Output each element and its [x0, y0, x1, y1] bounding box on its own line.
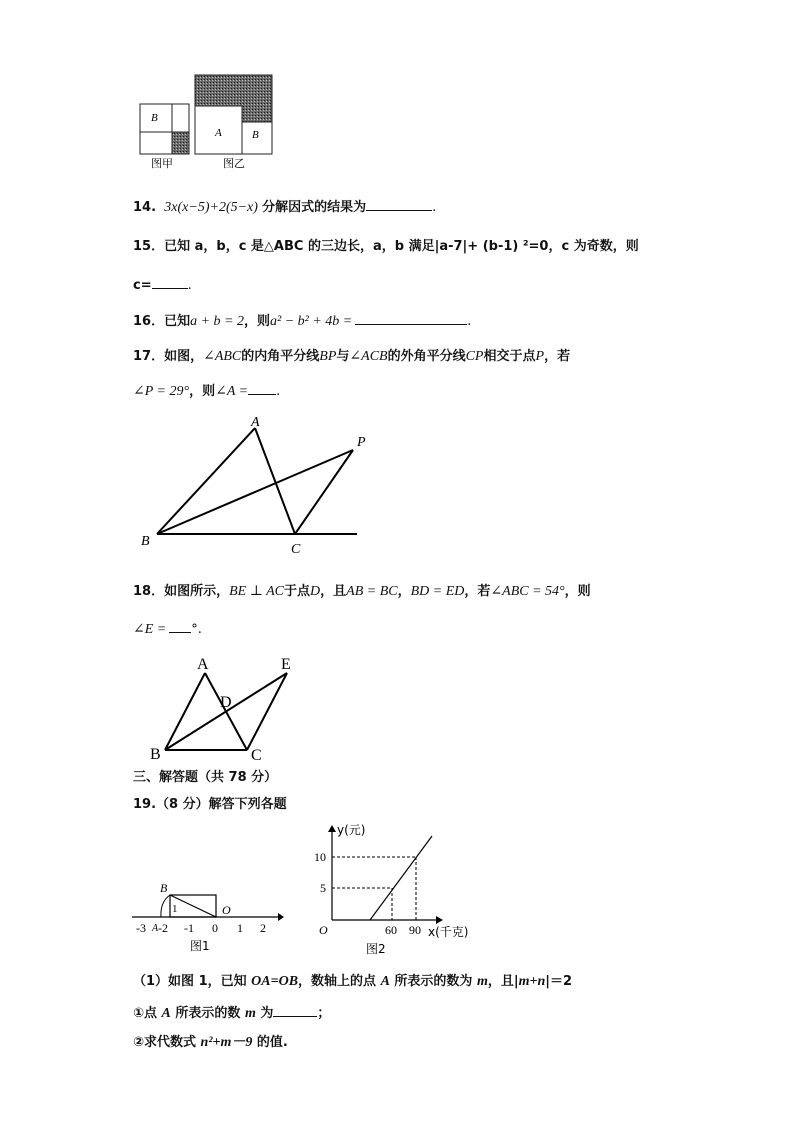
label-a: A: [197, 656, 209, 673]
graph-line: [370, 836, 432, 920]
tick-label-10: 10: [314, 850, 326, 864]
label-c: C: [251, 747, 262, 764]
figure-jia-yi: [135, 70, 285, 175]
label-b: B: [141, 534, 150, 549]
question-19-part1: （1）如图 1，已知 OA=OB，数轴上的点 A 所表示的数为 m，且|m+n|＝2: [133, 974, 573, 989]
fig-yi-label-b: B: [252, 129, 259, 141]
q19-figure-2: [310, 822, 485, 962]
figure-2-caption: 图2: [366, 942, 386, 956]
number-line-arrow: [278, 913, 284, 921]
x-axis-label: x(千克): [428, 925, 469, 939]
figure-1-caption: 图1: [190, 939, 210, 953]
tick-label-90: 90: [409, 923, 421, 937]
q19-answer-blank[interactable]: [273, 1004, 317, 1017]
origin-label: O: [319, 923, 328, 937]
q16-answer-blank[interactable]: [355, 312, 467, 325]
tick-label: -1: [184, 921, 194, 935]
fig-yi-label-a: A: [215, 127, 222, 139]
question-19-sub2: ②求代数式 n²+m－9 的值.: [133, 1035, 288, 1050]
question-18-line2: ∠E = °.: [133, 622, 202, 637]
tick-label: 0: [212, 921, 218, 935]
question-15-line2: c= .: [133, 278, 192, 293]
label-c: C: [291, 542, 301, 557]
tick-label-5: 5: [320, 881, 326, 895]
question-18-line1: 18．如图所示，BE ⊥ AC于点D，且AB = BC，BD = ED，若∠ABC = 54°，则: [133, 584, 591, 599]
question-15-line1: 15．已知 a，b，c 是△ABC 的三边长，a，b 满足|a-7|+ (b-1) ²=0，c 为奇数，则: [133, 239, 639, 254]
x-axis-arrow: [436, 916, 443, 924]
q18-answer-blank[interactable]: [169, 620, 191, 633]
question-19-title: 19.（8 分）解答下列各题: [133, 797, 287, 812]
label-d: D: [220, 694, 232, 711]
tick-label: 1: [237, 921, 243, 935]
label-b: B: [150, 746, 161, 763]
y-axis-label: y(元): [337, 823, 366, 837]
question-19-sub1: ①点 A 所表示的数 m 为 ；: [133, 1006, 331, 1021]
q14-expression: 3x(x−5)+2(5−x): [164, 200, 258, 215]
q14-answer-blank[interactable]: [366, 198, 432, 211]
label-p: P: [357, 435, 366, 450]
label-1: 1: [172, 903, 178, 915]
fig-jia-small-rect: [172, 104, 189, 132]
question-14: 14. 3x(x−5)+2(5−x) 分解因式的结果为 .: [133, 200, 437, 215]
fig-jia-shaded: [172, 132, 189, 154]
label-o: O: [222, 903, 231, 917]
question-16: 16．已知a + b = 2，则a² − b² + 4b = .: [133, 314, 472, 329]
q18-figure: [135, 650, 315, 768]
segment-ba: [157, 428, 255, 534]
tick-label: -3: [136, 921, 146, 935]
q15-answer-blank[interactable]: [152, 276, 188, 289]
label-b: B: [160, 881, 168, 895]
arc-ob-to-a: [161, 895, 170, 917]
tick-label: -2: [158, 921, 168, 935]
question-17-line2: ∠P = 29°，则∠A = .: [133, 384, 281, 399]
tick-label-a: A: [152, 923, 159, 934]
segment-ac: [255, 428, 295, 534]
section-3-heading: 三、解答题（共 78 分）: [133, 770, 278, 785]
segment-be: [165, 673, 287, 750]
y-axis-arrow: [328, 825, 336, 832]
question-17-line1: 17．如图，∠ABC的内角平分线BP与∠ACB的外角平分线CP相交于点P，若: [133, 349, 571, 364]
tick-label: 2: [260, 921, 266, 935]
label-a: A: [251, 415, 260, 430]
q17-answer-blank[interactable]: [248, 382, 276, 395]
label-e: E: [281, 656, 291, 673]
fig-jia-label-b: B: [151, 112, 158, 124]
fig-yi-caption: 图乙: [223, 157, 245, 170]
q17-triangle-figure: [135, 408, 375, 558]
tick-label-60: 60: [385, 923, 397, 937]
fig-jia-caption: 图甲: [151, 157, 173, 170]
q19-figure-1: [130, 872, 285, 957]
